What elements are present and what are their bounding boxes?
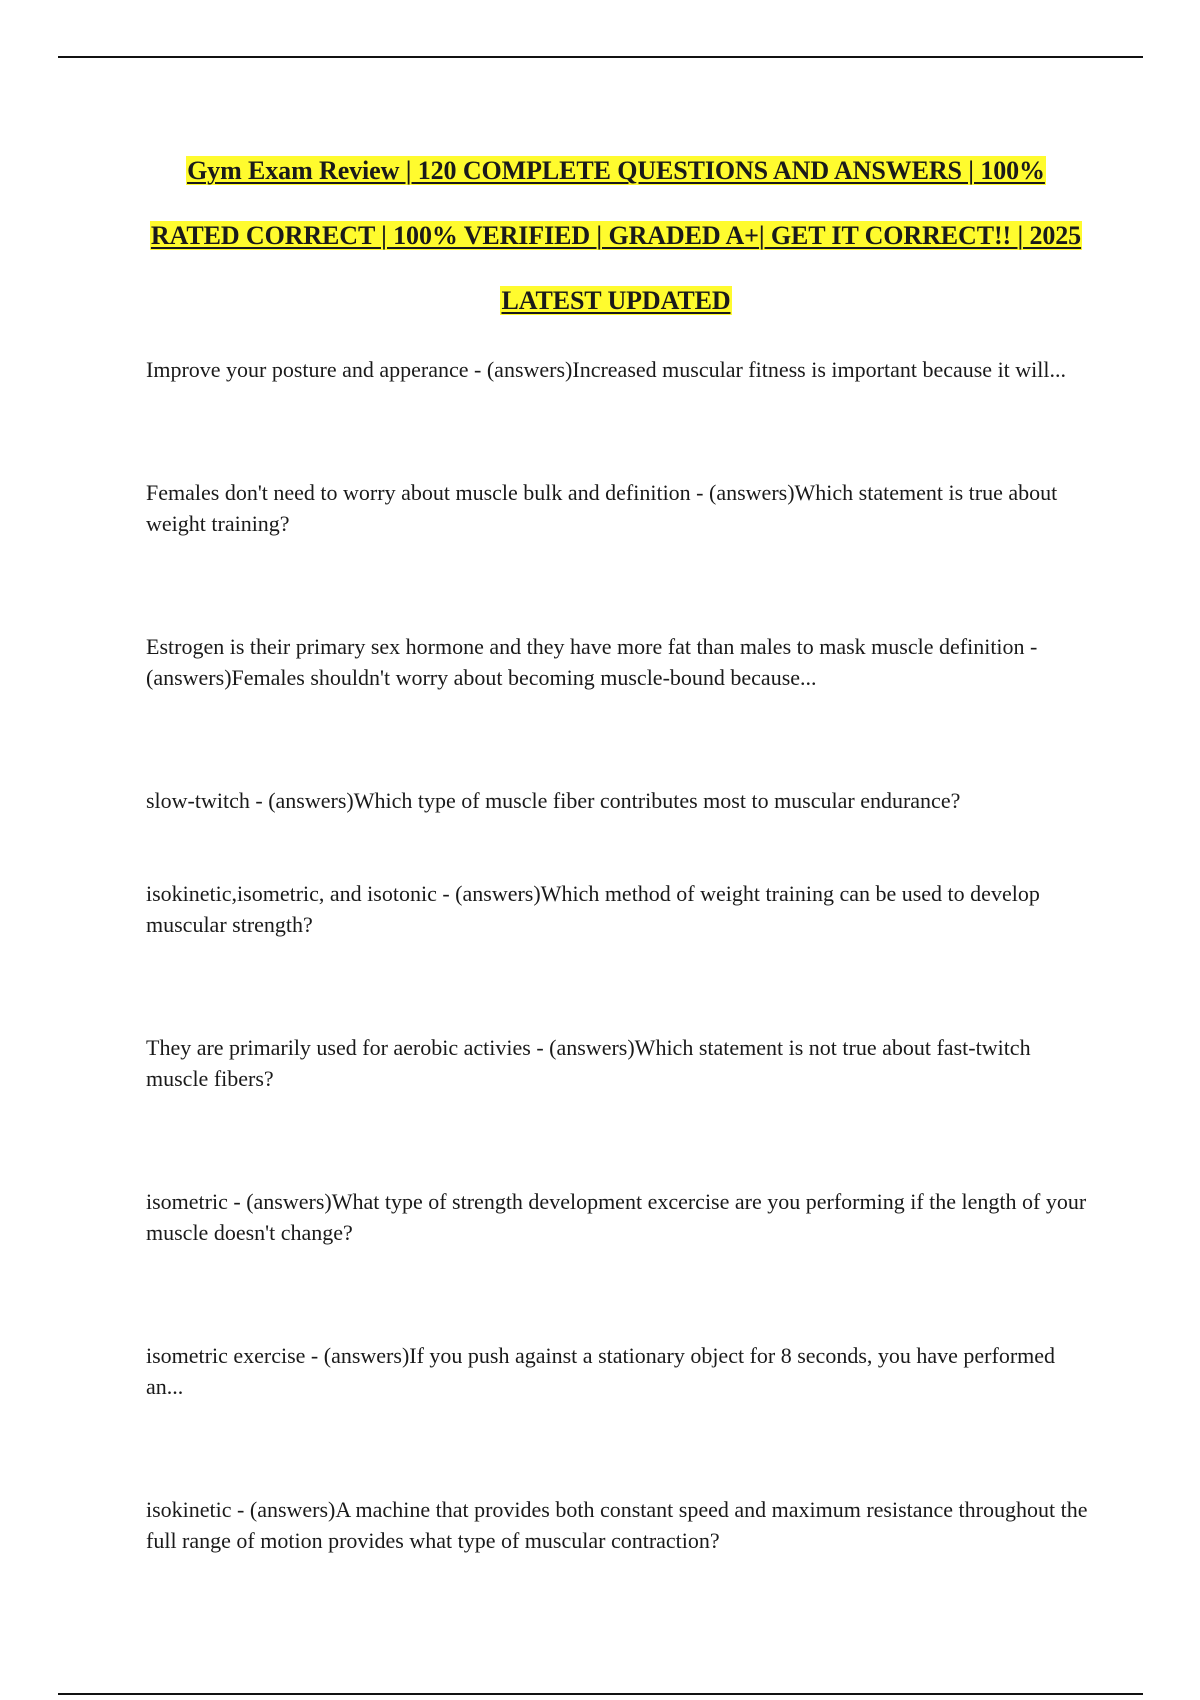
qa-item: isometric - (answers)What type of strength development excercise are you performing if the length of your muscle doesn't change? [146,1189,1087,1245]
qa-item: Estrogen is their primary sex hormone and they have more fat than males to mask muscle definition - (answers)Females shouldn't worry about becoming muscle-bound because... [146,634,1038,690]
header-rule [58,56,1143,58]
document-title [146,138,1086,333]
qa-item: slow-twitch - (answers)Which type of muscle fiber contributes most to muscular endurance? [146,788,961,813]
qa-item: Improve your posture and apperance - (answers)Increased muscular fitness is important because it will... [146,357,1067,382]
qa-item: isokinetic - (answers)A machine that provides both constant speed and maximum resistance throughout the full range of motion provides what type of muscular contraction? [146,1497,1088,1553]
qa-item: isokinetic,isometric, and isotonic - (answers)Which method of weight training can be used to develop muscular strength? [146,881,1040,937]
qa-item: Females don't need to worry about muscle bulk and definition - (answers)Which statement is true about weight training? [146,480,1058,536]
document-title-text: Gym Exam Review | 120 COMPLETE QUESTIONS AND ANSWERS | 100% RATED CORRECT | 100% VERIFIED | GRADED A+| GET IT CORRECT!! | 2025 LATEST UPDATED [150,156,1082,315]
qa-item: isometric exercise - (answers)If you push against a stationary object for 8 seconds, you have performed an... [146,1343,1056,1399]
footer-rule [58,1693,1143,1695]
qa-list [146,354,1096,1648]
qa-item: They are primarily used for aerobic activies - (answers)Which statement is not true about fast-twitch muscle fibers? [146,1035,1031,1091]
